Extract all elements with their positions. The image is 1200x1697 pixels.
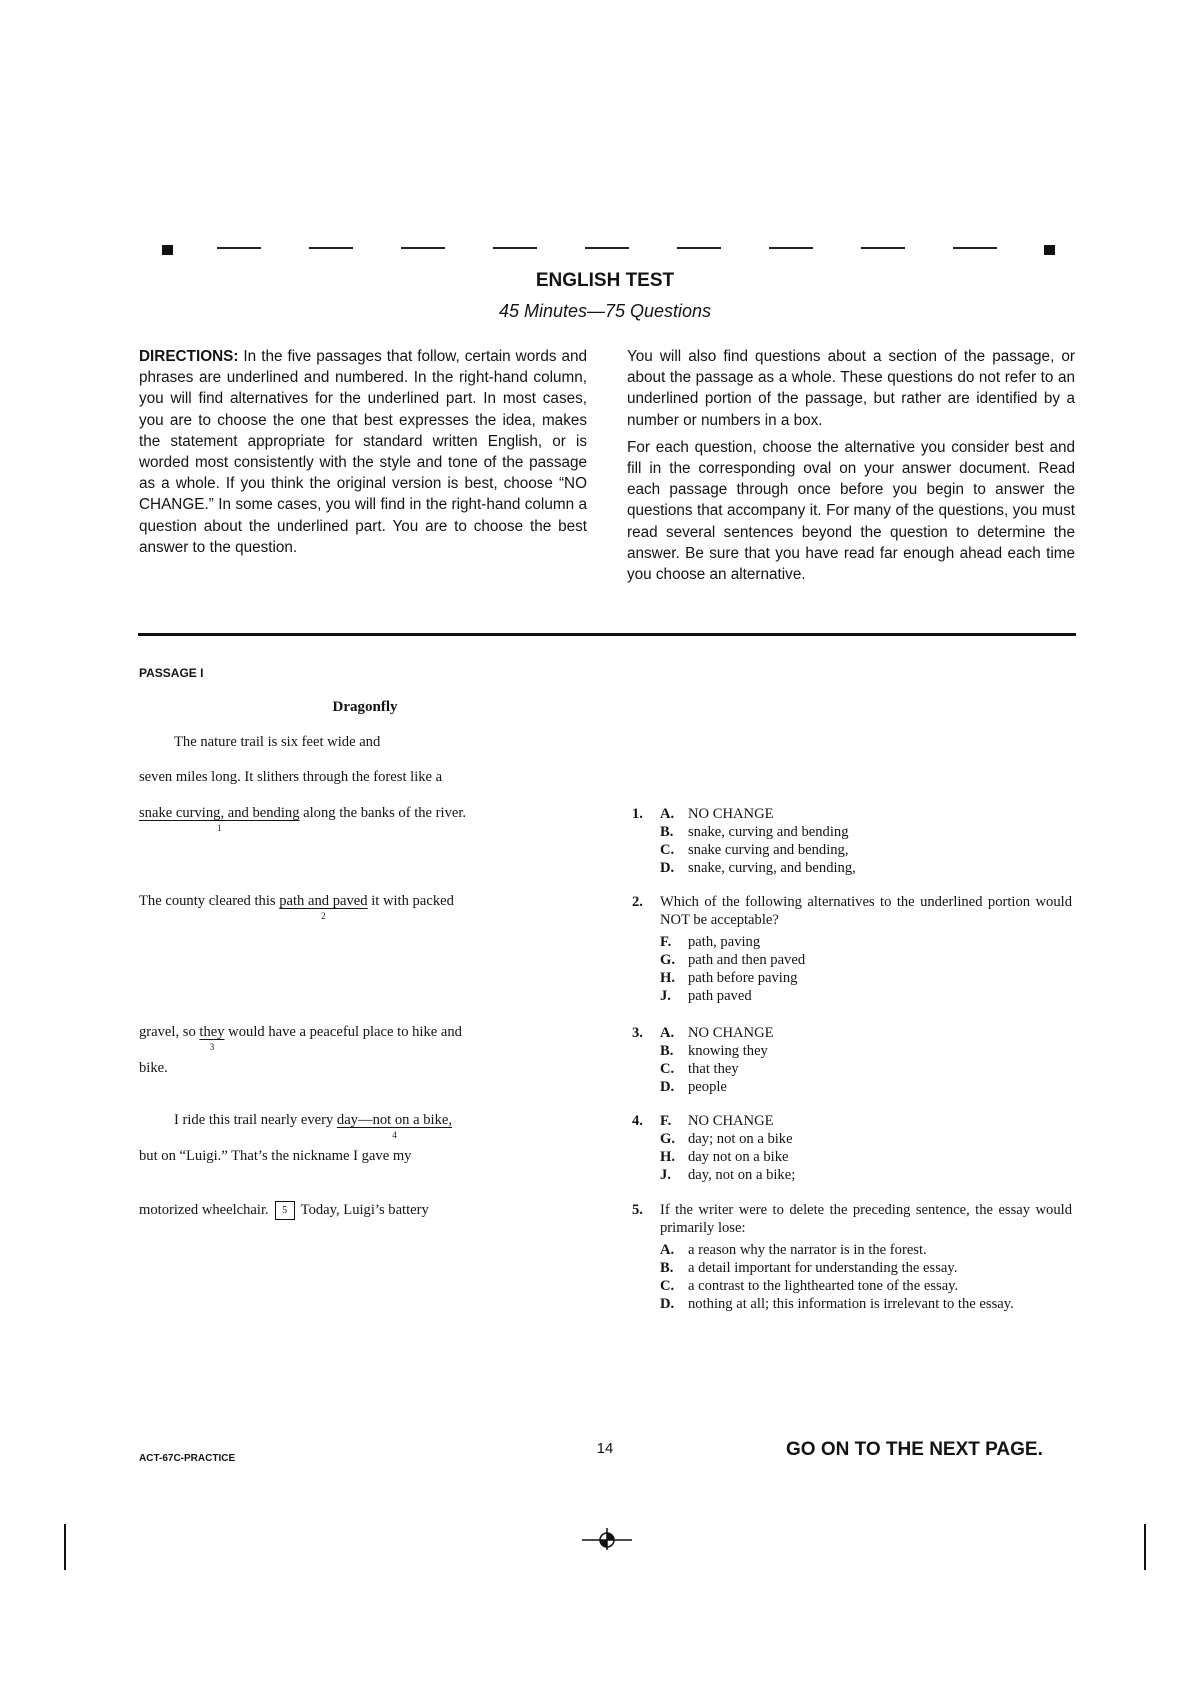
answer-option[interactable] bbox=[660, 1277, 1072, 1295]
option-text: path before paving bbox=[688, 970, 798, 986]
passage-text: along the banks of the river. bbox=[299, 805, 467, 821]
passage-line: bike. bbox=[139, 1060, 168, 1076]
answer-option[interactable] bbox=[660, 1295, 1072, 1313]
boxed-question-number: 5 bbox=[275, 1201, 295, 1220]
question-number: 5. bbox=[632, 1202, 643, 1218]
question-5 bbox=[632, 1201, 1072, 1313]
passage-text: would have a peaceful place to hike and bbox=[224, 1024, 462, 1040]
form-code: ACT-67C-PRACTICE bbox=[139, 1453, 236, 1464]
question-number: 1. bbox=[632, 806, 643, 822]
answer-option[interactable] bbox=[660, 1078, 1072, 1096]
border-dash bbox=[953, 247, 997, 249]
option-text: a contrast to the lighthearted tone of the essay. bbox=[688, 1278, 959, 1294]
answer-option[interactable] bbox=[660, 1148, 1072, 1166]
underlined-portion-4 bbox=[336, 1112, 453, 1140]
border-dash bbox=[861, 247, 905, 249]
option-letter: H. bbox=[660, 1149, 675, 1165]
underlined-portion-2 bbox=[279, 893, 368, 921]
passage-line bbox=[174, 1112, 453, 1140]
question-2 bbox=[632, 893, 1072, 1005]
option-text: NO CHANGE bbox=[688, 806, 774, 822]
option-letter: H. bbox=[660, 970, 675, 986]
underlined-text: snake curving, and bending bbox=[139, 805, 300, 821]
underline-number: 2 bbox=[321, 911, 326, 921]
corner-square-right bbox=[1044, 245, 1055, 255]
answer-option[interactable] bbox=[660, 823, 1072, 841]
test-subtitle: 45 Minutes—75 Questions bbox=[498, 301, 712, 321]
option-text: NO CHANGE bbox=[688, 1113, 774, 1129]
question-3 bbox=[632, 1024, 1072, 1096]
passage-line: The nature trail is six feet wide and bbox=[174, 734, 381, 750]
option-text: knowing they bbox=[688, 1043, 768, 1059]
answer-option[interactable] bbox=[660, 1112, 1072, 1130]
option-letter: C. bbox=[660, 1278, 675, 1294]
passage-line: seven miles long. It slithers through the forest like a bbox=[139, 769, 443, 785]
border-dash bbox=[217, 247, 261, 249]
option-text: path, paving bbox=[688, 934, 761, 950]
directions-left bbox=[139, 346, 587, 564]
passage-text: it with packed bbox=[367, 893, 454, 909]
question-stem: If the writer were to delete the preceding sentence, the essay would primarily lose: bbox=[660, 1202, 1072, 1236]
option-text: path and then paved bbox=[688, 952, 806, 968]
question-number: 4. bbox=[632, 1113, 643, 1129]
directions-paragraph-2: For each question, choose the alternative you consider best and fill in the corresponding oval on your answer document. Read each passage through once before you begin to answer the questions that accompany it. For many of the questions, you must read several sentences beyond the question to determine the answer. Be sure that you have read far enough ahead each time you choose an alternative. bbox=[627, 438, 1075, 584]
underline-number: 1 bbox=[217, 823, 222, 833]
answer-option[interactable] bbox=[660, 951, 1072, 969]
option-letter: B. bbox=[660, 824, 674, 840]
option-letter: F. bbox=[660, 934, 672, 950]
option-letter: D. bbox=[660, 1296, 675, 1312]
passage-line: but on “Luigi.” That’s the nickname I gave my bbox=[139, 1148, 412, 1164]
option-text: snake, curving, and bending, bbox=[688, 860, 856, 876]
directions-label: DIRECTIONS: bbox=[139, 348, 239, 365]
directions-text: In the five passages that follow, certain words and phrases are underlined and numbered. In the right-hand column, you will find alternatives for the underlined part. In most cases, you are to choose the one that best expresses the idea, makes the statement appropriate for standard written English, or is worded most consistently with the style and tone of the passage as a whole. If you think the original version is best, choose “NO CHANGE.” In some cases, you will find in the right-hand column a question about the underlined part. You are to choose the best answer to the question. bbox=[139, 348, 587, 556]
option-letter: D. bbox=[660, 1079, 675, 1095]
option-letter: A. bbox=[660, 1242, 675, 1258]
answer-option[interactable] bbox=[660, 987, 1072, 1005]
option-letter: B. bbox=[660, 1043, 674, 1059]
corner-square-left bbox=[162, 245, 173, 255]
option-text: day; not on a bike bbox=[688, 1131, 793, 1147]
option-text: day, not on a bike; bbox=[688, 1167, 796, 1183]
answer-option[interactable] bbox=[660, 1130, 1072, 1148]
option-letter: G. bbox=[660, 952, 675, 968]
underlined-text: they bbox=[199, 1024, 225, 1040]
crop-mark-right bbox=[1144, 1524, 1146, 1570]
option-letter: B. bbox=[660, 1260, 674, 1276]
option-letter: A. bbox=[660, 806, 675, 822]
answer-option[interactable] bbox=[660, 1060, 1072, 1078]
option-text: NO CHANGE bbox=[688, 1025, 774, 1041]
border-dash bbox=[677, 247, 721, 249]
passage-title: Dragonfly bbox=[332, 699, 398, 715]
crop-mark-left bbox=[64, 1524, 66, 1570]
option-text: people bbox=[688, 1079, 727, 1095]
directions-right bbox=[627, 346, 1075, 591]
option-text: path paved bbox=[688, 988, 752, 1004]
border-dash bbox=[401, 247, 445, 249]
answer-option[interactable] bbox=[660, 859, 1072, 877]
option-letter: F. bbox=[660, 1113, 672, 1129]
answer-option[interactable] bbox=[660, 1259, 1072, 1277]
passage-line bbox=[139, 805, 467, 833]
passage-text: motorized wheelchair. bbox=[139, 1202, 269, 1218]
border-dash bbox=[309, 247, 353, 249]
underlined-portion-1 bbox=[139, 805, 300, 833]
option-text: a detail important for understanding the essay. bbox=[688, 1260, 958, 1276]
question-4 bbox=[632, 1112, 1072, 1184]
underline-number: 3 bbox=[209, 1042, 215, 1052]
underline-number: 4 bbox=[392, 1130, 397, 1140]
option-letter: C. bbox=[660, 1061, 675, 1077]
option-letter: D. bbox=[660, 860, 675, 876]
passage-line bbox=[139, 1024, 462, 1052]
option-text: a reason why the narrator is in the forest. bbox=[688, 1242, 927, 1258]
option-text: that they bbox=[688, 1061, 739, 1077]
passage-text: I ride this trail nearly every bbox=[174, 1112, 337, 1128]
answer-option[interactable] bbox=[660, 805, 1072, 823]
answer-option[interactable] bbox=[660, 1166, 1072, 1184]
option-letter: G. bbox=[660, 1131, 675, 1147]
question-stem: Which of the following alternatives to the underlined portion would NOT be acceptable? bbox=[660, 894, 1072, 928]
question-number: 2. bbox=[632, 894, 643, 910]
border-dash bbox=[493, 247, 537, 249]
underlined-text: path and paved bbox=[279, 893, 368, 909]
passage-text: gravel, so bbox=[139, 1024, 200, 1040]
passage-text: Today, Luigi’s battery bbox=[300, 1202, 429, 1218]
passage-line bbox=[139, 893, 454, 921]
answer-option[interactable] bbox=[660, 841, 1072, 859]
option-text: day not on a bike bbox=[688, 1149, 789, 1165]
passage-label: PASSAGE I bbox=[139, 666, 204, 680]
next-page-notice: GO ON TO THE NEXT PAGE. bbox=[786, 1439, 1043, 1460]
option-text: snake, curving and bending bbox=[688, 824, 849, 840]
underlined-portion-3 bbox=[199, 1024, 225, 1052]
passage-text: The county cleared this bbox=[139, 893, 280, 909]
option-letter: J. bbox=[660, 988, 671, 1004]
option-text: nothing at all; this information is irrelevant to the essay. bbox=[688, 1296, 1014, 1312]
registration-mark-icon bbox=[582, 1520, 632, 1550]
answer-option[interactable] bbox=[660, 1241, 1072, 1259]
border-dash bbox=[585, 247, 629, 249]
underlined-text: day—not on a bike, bbox=[336, 1112, 453, 1128]
answer-option[interactable] bbox=[660, 969, 1072, 987]
section-divider bbox=[138, 633, 1076, 636]
question-1 bbox=[632, 805, 1072, 877]
answer-option[interactable] bbox=[660, 933, 1072, 951]
option-text: snake curving and bending, bbox=[688, 842, 849, 858]
directions-paragraph-1: You will also find questions about a section of the passage, or about the passage as a whole. These questions do not refer to an underlined portion of the passage, but rather are identified by a number or numbers in a box. bbox=[627, 348, 1075, 429]
passage-line bbox=[139, 1201, 429, 1220]
option-letter: C. bbox=[660, 842, 675, 858]
answer-option[interactable] bbox=[660, 1042, 1072, 1060]
option-letter: A. bbox=[660, 1025, 675, 1041]
option-letter: J. bbox=[660, 1167, 671, 1183]
answer-option[interactable] bbox=[660, 1024, 1072, 1042]
test-title: ENGLISH TEST bbox=[535, 270, 675, 291]
border-dash bbox=[769, 247, 813, 249]
page-number: 14 bbox=[596, 1440, 614, 1457]
question-number: 3. bbox=[632, 1025, 643, 1041]
